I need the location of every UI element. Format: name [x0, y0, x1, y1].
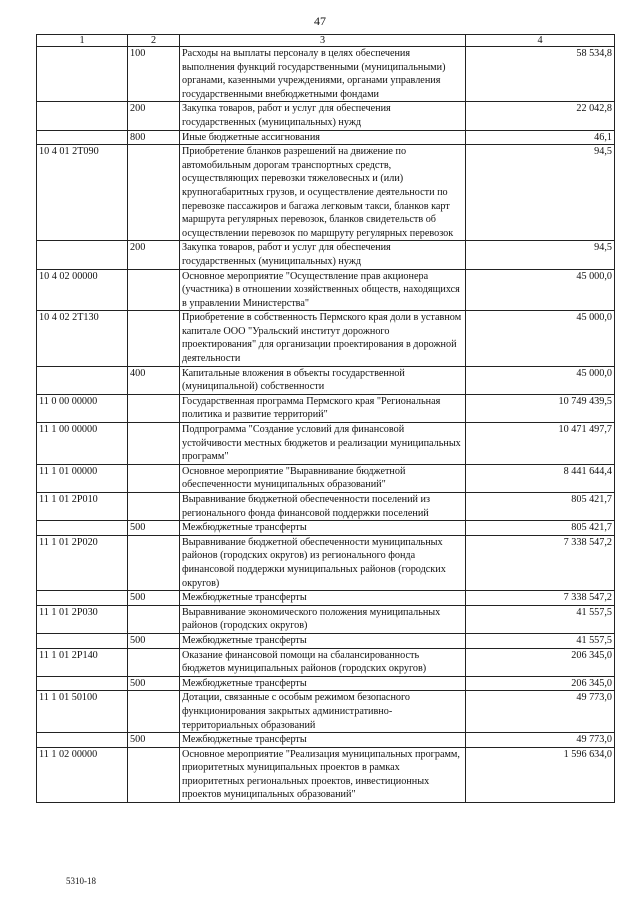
row-expense-type-cell: 200 [128, 241, 180, 269]
budget-table [36, 34, 615, 803]
header-col-1: 1 [37, 35, 128, 47]
table-row [37, 394, 615, 422]
row-expense-type-cell: 500 [128, 521, 180, 536]
row-name-cell: Приобретение бланков разрешений на движение по автомобильным дорогам транспортных средств, осуществляющих перевозки тяжеловесных и (или) крупногабаритных грузов, и осуществление деятельности по перевозке пассажиров и багажа легковым такси, бланков карт маршрута регулярных перевозок, бланков свидетельств об осуществлении перевозок по маршруту регулярных перевозок [180, 145, 466, 241]
row-expense-type-cell [128, 691, 180, 733]
row-expense-type-cell [128, 269, 180, 311]
row-expense-type-cell [128, 464, 180, 492]
table-header-row [37, 35, 615, 47]
table-row [37, 241, 615, 269]
document-footer-code: 5310-18 [66, 876, 96, 886]
table-row [37, 535, 615, 590]
row-code-cell [37, 733, 128, 748]
row-sum-cell: 58 534,8 [466, 47, 615, 102]
row-code-cell: 10 4 01 2T090 [37, 145, 128, 241]
row-code-cell [37, 521, 128, 536]
row-expense-type-cell [128, 394, 180, 422]
table-row [37, 366, 615, 394]
table-row [37, 633, 615, 648]
row-sum-cell: 805 421,7 [466, 493, 615, 521]
table-row [37, 145, 615, 241]
row-sum-cell: 45 000,0 [466, 366, 615, 394]
row-code-cell [37, 47, 128, 102]
row-expense-type-cell: 500 [128, 733, 180, 748]
row-name-cell: Выравнивание экономического положения муниципальных районов (городских округов) [180, 605, 466, 633]
row-name-cell: Приобретение в собственность Пермского края доли в уставном капитале ООО "Уральский институт дорожного проектирования" для организации проектирования в дорожной деятельности [180, 311, 466, 366]
row-code-cell: 11 1 01 00000 [37, 464, 128, 492]
row-code-cell [37, 366, 128, 394]
row-name-cell: Основное мероприятие "Реализация муниципальных программ, приоритетных муниципальных проектов в рамках приоритетных региональных проектов, инвестиционных проектов муниципальных образований" [180, 747, 466, 802]
row-sum-cell: 7 338 547,2 [466, 591, 615, 606]
row-name-cell: Оказание финансовой помощи на сбалансированность бюджетов муниципальных районов (городских округов) [180, 648, 466, 676]
row-expense-type-cell: 800 [128, 130, 180, 145]
row-code-cell: 10 4 02 2T130 [37, 311, 128, 366]
row-code-cell [37, 102, 128, 130]
row-sum-cell: 206 345,0 [466, 676, 615, 691]
row-name-cell: Выравнивание бюджетной обеспеченности поселений из регионального фонда финансовой поддержки поселений [180, 493, 466, 521]
row-name-cell: Межбюджетные трансферты [180, 633, 466, 648]
row-code-cell: 11 1 01 2P140 [37, 648, 128, 676]
row-name-cell: Государственная программа Пермского края "Региональная политика и развитие территорий" [180, 394, 466, 422]
row-name-cell: Межбюджетные трансферты [180, 733, 466, 748]
row-sum-cell: 49 773,0 [466, 733, 615, 748]
row-code-cell: 10 4 02 00000 [37, 269, 128, 311]
row-expense-type-cell [128, 605, 180, 633]
row-code-cell: 11 1 01 2P030 [37, 605, 128, 633]
row-sum-cell: 22 042,8 [466, 102, 615, 130]
row-name-cell: Выравнивание бюджетной обеспеченности муниципальных районов (городских округов) из регионального фонда финансовой поддержки муниципальных районов (городских округов) [180, 535, 466, 590]
row-sum-cell: 805 421,7 [466, 521, 615, 536]
row-name-cell: Закупка товаров, работ и услуг для обеспечения государственных (муниципальных) нужд [180, 241, 466, 269]
row-code-cell [37, 633, 128, 648]
row-sum-cell: 94,5 [466, 241, 615, 269]
row-expense-type-cell [128, 648, 180, 676]
row-sum-cell: 10 471 497,7 [466, 423, 615, 465]
row-name-cell: Основное мероприятие "Выравнивание бюджетной обеспеченности муниципальных образований" [180, 464, 466, 492]
table-row [37, 311, 615, 366]
row-code-cell [37, 241, 128, 269]
row-name-cell: Иные бюджетные ассигнования [180, 130, 466, 145]
page-number: 47 [314, 14, 326, 28]
row-expense-type-cell: 500 [128, 633, 180, 648]
table-row [37, 648, 615, 676]
row-expense-type-cell: 500 [128, 676, 180, 691]
row-expense-type-cell [128, 535, 180, 590]
row-name-cell: Основное мероприятие "Осуществление прав акционера (участника) в отношении хозяйственных обществ, находящихся в управлении Министерства" [180, 269, 466, 311]
row-code-cell [37, 591, 128, 606]
header-col-4: 4 [466, 35, 615, 47]
table-row [37, 423, 615, 465]
row-code-cell: 11 0 00 00000 [37, 394, 128, 422]
row-sum-cell: 8 441 644,4 [466, 464, 615, 492]
row-code-cell: 11 1 01 50100 [37, 691, 128, 733]
row-sum-cell: 206 345,0 [466, 648, 615, 676]
table-row [37, 102, 615, 130]
row-expense-type-cell: 100 [128, 47, 180, 102]
row-expense-type-cell: 200 [128, 102, 180, 130]
row-name-cell: Межбюджетные трансферты [180, 521, 466, 536]
row-sum-cell: 49 773,0 [466, 691, 615, 733]
row-sum-cell: 46,1 [466, 130, 615, 145]
table-row [37, 464, 615, 492]
row-name-cell: Закупка товаров, работ и услуг для обеспечения государственных (муниципальных) нужд [180, 102, 466, 130]
row-sum-cell: 1 596 634,0 [466, 747, 615, 802]
row-name-cell: Дотации, связанные с особым режимом безопасного функционирования закрытых административно-территориальных образований [180, 691, 466, 733]
row-sum-cell: 45 000,0 [466, 311, 615, 366]
row-expense-type-cell: 500 [128, 591, 180, 606]
header-col-2: 2 [128, 35, 180, 47]
table-row [37, 733, 615, 748]
row-expense-type-cell: 400 [128, 366, 180, 394]
row-expense-type-cell [128, 493, 180, 521]
row-sum-cell: 7 338 547,2 [466, 535, 615, 590]
row-sum-cell: 10 749 439,5 [466, 394, 615, 422]
row-name-cell: Подпрограмма "Создание условий для финансовой устойчивости местных бюджетов и реализации муниципальных программ" [180, 423, 466, 465]
row-code-cell: 11 1 02 00000 [37, 747, 128, 802]
table-row [37, 521, 615, 536]
row-expense-type-cell [128, 747, 180, 802]
row-name-cell: Межбюджетные трансферты [180, 676, 466, 691]
table-row [37, 493, 615, 521]
table-row [37, 269, 615, 311]
row-code-cell [37, 130, 128, 145]
row-code-cell: 11 1 01 2P020 [37, 535, 128, 590]
row-code-cell: 11 1 01 2P010 [37, 493, 128, 521]
table-row [37, 691, 615, 733]
row-expense-type-cell [128, 145, 180, 241]
row-sum-cell: 41 557,5 [466, 633, 615, 648]
row-expense-type-cell [128, 423, 180, 465]
row-name-cell: Расходы на выплаты персоналу в целях обеспечения выполнения функций государственными (муниципальными) органами, казенными учреждениями, органами управления государственными внебюджетными фондами [180, 47, 466, 102]
table-row [37, 747, 615, 802]
row-expense-type-cell [128, 311, 180, 366]
row-name-cell: Капитальные вложения в объекты государственной (муниципальной) собственности [180, 366, 466, 394]
table-row [37, 47, 615, 102]
table-row [37, 591, 615, 606]
row-code-cell: 11 1 00 00000 [37, 423, 128, 465]
row-sum-cell: 94,5 [466, 145, 615, 241]
table-row [37, 605, 615, 633]
header-col-3: 3 [180, 35, 466, 47]
table-row [37, 130, 615, 145]
row-sum-cell: 41 557,5 [466, 605, 615, 633]
table-row [37, 676, 615, 691]
row-code-cell [37, 676, 128, 691]
row-name-cell: Межбюджетные трансферты [180, 591, 466, 606]
row-sum-cell: 45 000,0 [466, 269, 615, 311]
